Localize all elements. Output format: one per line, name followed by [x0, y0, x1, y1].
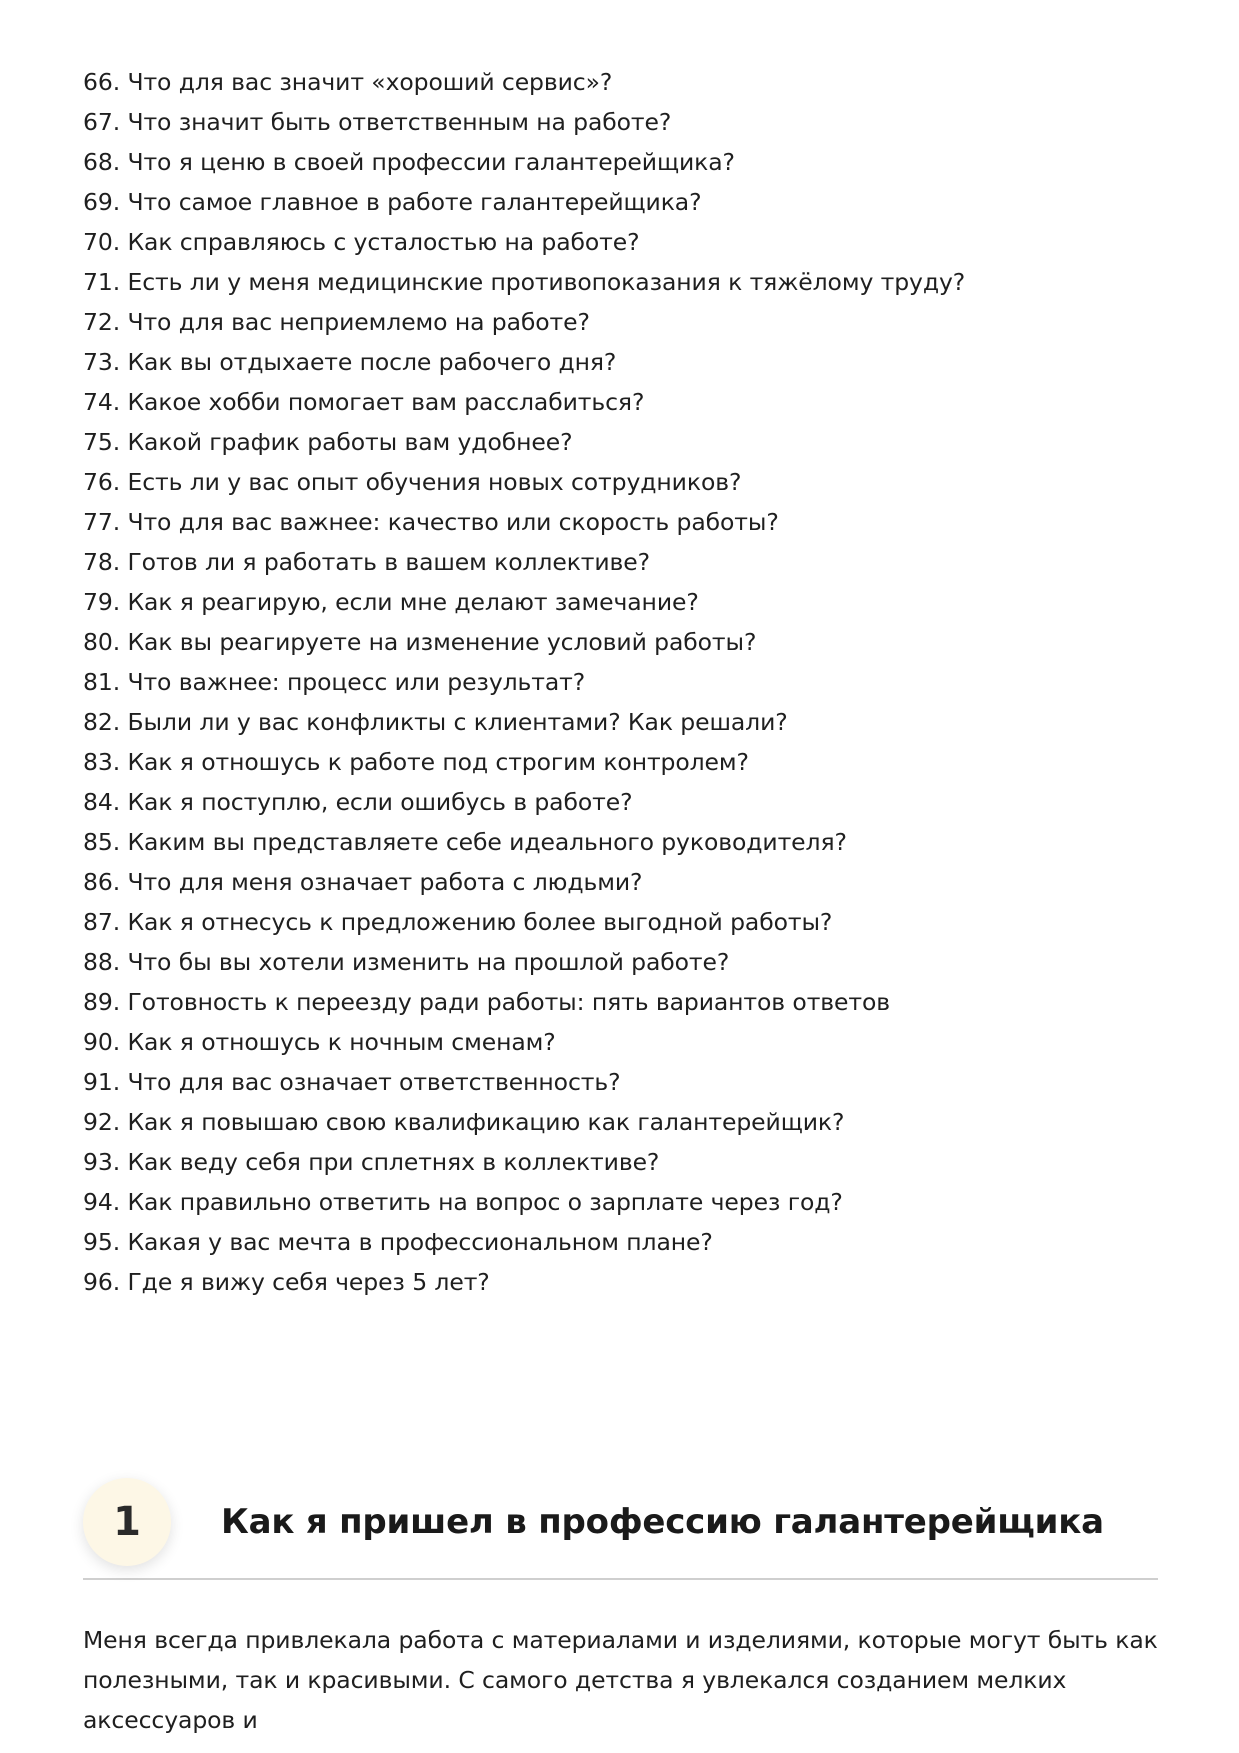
question-number: 68. [83, 148, 121, 176]
question-number: 91. [83, 1068, 121, 1096]
question-text: Как вы реагируете на изменение условий работы? [127, 628, 757, 656]
question-item [83, 1102, 965, 1142]
question-item [83, 822, 965, 862]
question-text: Какой график работы вам удобнее? [127, 428, 573, 456]
question-number: 89. [83, 988, 121, 1016]
question-item [83, 62, 965, 102]
question-text: Готовность к переезду ради работы: пять вариантов ответов [127, 988, 891, 1016]
question-number: 96. [83, 1268, 121, 1296]
question-text: Что я ценю в своей профессии галантерейщика? [127, 148, 735, 176]
question-text: Как вы отдыхаете после рабочего дня? [127, 348, 617, 376]
question-text: Как я реагирую, если мне делают замечание? [127, 588, 699, 616]
question-text: Что для меня означает работа с людьми? [127, 868, 643, 896]
question-item [83, 782, 965, 822]
section-body-paragraph: Меня всегда привлекала работа с материалами и изделиями, которые могут быть как полезными, так и красивыми. С самого детства я увлекался созданием мелких аксессуаров и [83, 1626, 1158, 1734]
question-number: 78. [83, 548, 121, 576]
question-item [83, 502, 965, 542]
question-text: Что бы вы хотели изменить на прошлой работе? [127, 948, 730, 976]
question-text: Что самое главное в работе галантерейщика? [127, 188, 702, 216]
question-item [83, 582, 965, 622]
question-number: 85. [83, 828, 121, 856]
question-number: 69. [83, 188, 121, 216]
question-item [83, 342, 965, 382]
section-number-badge: 1 [83, 1478, 171, 1566]
question-text: Каким вы представляете себе идеального руководителя? [127, 828, 847, 856]
question-text: Что для вас важнее: качество или скорость работы? [127, 508, 779, 536]
question-text: Есть ли у вас опыт обучения новых сотрудников? [127, 468, 742, 496]
question-item [83, 1262, 965, 1302]
question-item [83, 1142, 965, 1182]
question-item [83, 1022, 965, 1062]
question-number: 83. [83, 748, 121, 776]
question-text: Были ли у вас конфликты с клиентами? Как решали? [127, 708, 788, 736]
question-item [83, 862, 965, 902]
question-number: 72. [83, 308, 121, 336]
question-number: 66. [83, 68, 121, 96]
question-item [83, 902, 965, 942]
question-number: 70. [83, 228, 121, 256]
section-title: Как я пришел в профессию галантерейщика [221, 1502, 1104, 1542]
question-number: 75. [83, 428, 121, 456]
question-item [83, 702, 965, 742]
question-item [83, 422, 965, 462]
question-text: Что для вас означает ответственность? [127, 1068, 621, 1096]
question-text: Есть ли у меня медицинские противопоказания к тяжёлому труду? [127, 268, 966, 296]
question-number: 93. [83, 1148, 121, 1176]
section-header [83, 1478, 1158, 1580]
question-item [83, 382, 965, 422]
question-text: Как я повышаю свою квалификацию как галантерейщик? [127, 1108, 845, 1136]
question-item [83, 622, 965, 662]
question-number: 95. [83, 1228, 121, 1256]
question-text: Что для вас неприемлемо на работе? [127, 308, 590, 336]
question-text: Какая у вас мечта в профессиональном плане? [127, 1228, 713, 1256]
question-number: 76. [83, 468, 121, 496]
question-number: 86. [83, 868, 121, 896]
question-number: 90. [83, 1028, 121, 1056]
question-number: 80. [83, 628, 121, 656]
question-number: 73. [83, 348, 121, 376]
question-text: Как я отнесусь к предложению более выгодной работы? [127, 908, 833, 936]
question-text: Как правильно ответить на вопрос о зарплате через год? [127, 1188, 843, 1216]
question-number: 79. [83, 588, 121, 616]
question-text: Что значит быть ответственным на работе? [127, 108, 672, 136]
question-text: Что важнее: процесс или результат? [127, 668, 586, 696]
question-item [83, 662, 965, 702]
question-item [83, 542, 965, 582]
question-number: 87. [83, 908, 121, 936]
question-number: 88. [83, 948, 121, 976]
question-number: 71. [83, 268, 121, 296]
question-number: 81. [83, 668, 121, 696]
question-item [83, 102, 965, 142]
question-item [83, 742, 965, 782]
question-item [83, 942, 965, 982]
question-number: 82. [83, 708, 121, 736]
question-text: Где я вижу себя через 5 лет? [127, 1268, 490, 1296]
question-text: Как я поступлю, если ошибусь в работе? [127, 788, 633, 816]
question-item [83, 182, 965, 222]
question-number: 67. [83, 108, 121, 136]
question-item [83, 302, 965, 342]
question-item [83, 142, 965, 182]
question-text: Какое хобби помогает вам расслабиться? [127, 388, 645, 416]
question-text: Как справляюсь с усталостью на работе? [127, 228, 640, 256]
question-text: Готов ли я работать в вашем коллективе? [127, 548, 651, 576]
question-number: 84. [83, 788, 121, 816]
question-number: 94. [83, 1188, 121, 1216]
question-text: Что для вас значит «хороший сервис»? [127, 68, 613, 96]
question-text: Как я отношусь к работе под строгим контролем? [127, 748, 749, 776]
question-item [83, 1182, 965, 1222]
question-number: 92. [83, 1108, 121, 1136]
question-text: Как веду себя при сплетнях в коллективе? [127, 1148, 660, 1176]
question-item [83, 1222, 965, 1262]
question-item [83, 462, 965, 502]
question-text: Как я отношусь к ночным сменам? [127, 1028, 556, 1056]
question-item [83, 262, 965, 302]
question-list [83, 62, 965, 1302]
question-number: 74. [83, 388, 121, 416]
question-number: 77. [83, 508, 121, 536]
question-item [83, 982, 965, 1022]
question-item [83, 1062, 965, 1102]
question-item [83, 222, 965, 262]
